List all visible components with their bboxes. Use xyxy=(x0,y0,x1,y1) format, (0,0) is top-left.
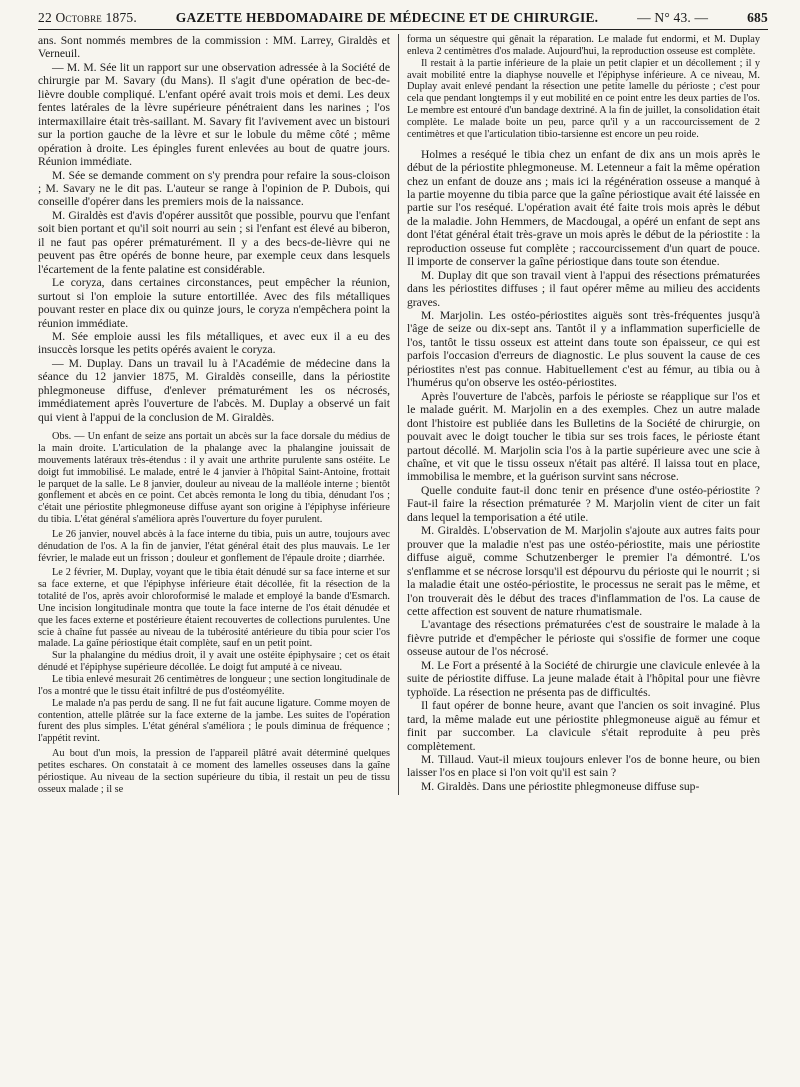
small-paragraph: Le tibia enlevé mesurait 26 centimètres de longueur ; une section longitudinale de l'os a montré que le tissu était infiltré de pus d'ostéomyélite. xyxy=(38,674,390,697)
small-paragraph: Le 26 janvier, nouvel abcès à la face interne du tibia, puis un autre, toujours avec dénudation de l'os. A la fin de janvier, l'état général était des plus mauvais. Le 1er février, le malade eut un frisson ; douleur et gonflement de l'épaule droite ; diarrhée. xyxy=(38,528,390,564)
paragraph: Le coryza, dans certaines circonstances, peut empêcher la réunion, surtout si l'on emploie la suture entortillée. Avec des fils métalliques pouvant rester en place dix ou quinze jours, le coryza n'empêchera point la réunion immédiate. xyxy=(38,276,390,330)
small-paragraph: Au bout d'un mois, la pression de l'appareil plâtré avait déterminé quelques petites eschares. On constatait à ce moment des lamelles osseuses dans la gaîne périostique. Au niveau de la section supérieure du tibia, il restait un peu de tissu osseux malade ; il se xyxy=(38,748,390,795)
paragraph: Quelle conduite faut-il donc tenir en présence d'une ostéo-périostite ? Faut-il faire la résection prématurée ? M. Marjolin vient de citer un fait dans lequel la temporisation a été utile. xyxy=(407,483,760,524)
paragraph: M. Tillaud. Vaut-il mieux toujours enlever l'os de bonne heure, ou bien laisser l'os en place si l'on voit qu'il est sain ? xyxy=(407,752,760,780)
paragraph: M. Le Fort a présenté à la Société de chirurgie une clavicule enlevée à la suite de périostite diffuse. La jeune malade était à l'hôpital pour une fièvre typhoïde. La résection ne présenta pas de difficultés. xyxy=(407,658,760,699)
paragraph: Après l'ouverture de l'abcès, parfois le périoste se réapplique sur l'os et le malade guérit. M. Marjolin en a des exemples. Chez un autre malade dont l'histoire est publiée dans les Bulletins de la Société de chirurgie, on pouvait avec le doigt toucher le tibia sur ses trois faces, le périoste étant partout décollé. M. Marjolin scia l'os à la partie supérieure avec une scie à chaîne, et vit que le tissu osseux n'était pas altéré. Il laissa tout en place, immobilisa le membre, et la guérison survint sans nécrose. xyxy=(407,389,760,484)
journal-title: GAZETTE HEBDOMADAIRE DE MÉDECINE ET DE CHIRURGIE. xyxy=(175,10,599,25)
two-column-body xyxy=(38,34,768,795)
small-paragraph: Le 2 février, M. Duplay, voyant que le tibia était dénudé sur sa face interne et sur sa face externe, et que l'épiphyse inférieure était décollée, fit la résection de la totalité de l'os, après avoir chloroformisé le malade et employé la bande d'Esmarch. Une incision longitudinale montra que toute la face interne de l'os était dénudée et que les faces externe et postérieure étaient recouvertes de collections purulentes. Une scie à chaîne fut passée au niveau de la tubérosité antérieure du tibia pour scier l'os malade. La gaîne périostique était complète, sauf en un petit point. xyxy=(38,567,390,650)
small-paragraph: Sur la phalangine du médius droit, il y avait une ostéite épiphysaire ; cet os était dénudé et l'épiphyse supérieure décollée. Le doigt fut amputé à ce niveau. xyxy=(38,650,390,674)
paragraph: — M. M. Sée lit un rapport sur une observation adressée à la Société de chirurgie par M. Savary (du Mans). Il s'agit d'une opération de bec-de-lièvre double compliqué. L'enfant opéré avait trois mois et demi. Les deux fentes latérales de la lèvre supérieure pénétraient dans les narines ; l'os intermaxillaire était très-saillant. M. Savary fit l'avivement avec un bistouri sur la portion gauche de la lèvre et sur le lobule du même côté ; même opération à droite. Les épingles furent enlevées au bout de quatre jours. Réunion immédiate. xyxy=(38,60,390,169)
paragraph: M. Giraldès. L'observation de M. Marjolin s'ajoute aux autres faits pour prouver que la maladie n'est pas une ostéo-périostite, mais une périostite diffuse aiguë, comme Schutzenberger le premier l'a démontré. L'os s'enflamme et se nécrose lorsqu'il est dépourvu du périoste qui le nourrit ; si la maladie était une ostéo-périostite, le processus ne serait pas le même, et l'on trouverait dès le début des traces d'inflammation de l'os. La cause de cette affection est souvent de nature rhumatismale. xyxy=(407,524,760,618)
paragraph: Il faut opérer de bonne heure, avant que l'ancien os soit invaginé. Plus tard, la même malade eut une périostite phlegmoneuse aiguë au fémur et finit par succomber. La clavicule s'était reproduite à peu près complètement. xyxy=(407,699,760,753)
issue-number: — N° 43. — xyxy=(637,10,709,25)
paragraph: Holmes a reséqué le tibia chez un enfant de dix ans un mois après le début de la périostite phlegmoneuse. M. Letenneur a fait la même opération chez un enfant de douze ans ; mais ici la régénération osseuse a manqué à la partie moyenne du tibia parce que la gaîne périostique avait été laissée en partie sur l'os reséqué. L'opération avait été faite trois mois après le début de la maladie. John Hemmers, de Macdougal, a opéré un enfant de sept ans dont l'état général était très-grave un mois après le début de la périostite : la reproduction osseuse fut complète ; raccourcissement d'un quart de pouce. Il importe de conserver la gaîne périostique dans toute son étendue. xyxy=(407,147,760,269)
paragraph: M. Duplay dit que son travail vient à l'appui des résections prématurées dans les périostites diffuses ; il faut opérer même au milieu des accidents graves. xyxy=(407,268,760,309)
paragraph: — M. Duplay. Dans un travail lu à l'Académie de médecine dans la séance du 12 janvier 1875, M. Giraldès conseille, dans la périostite phlegmoneuse diffuse, d'enlever prématurément les os nécrosés, immédiatement après l'ouverture de l'abcès. M. Duplay a observé un fait qui vient à l'appui de la conclusion de M. Giraldès. xyxy=(38,356,390,424)
paragraph: M. Marjolin. Les ostéo-périostites aiguës sont très-fréquentes jusqu'à l'âge de seize ou dix-sept ans. Tantôt il y a inflammation superficielle de l'os, tantôt le tissu osseux est atteint dans toute son épaisseur, ce qui est parfois l'occasion d'erreurs de diagnostic. Le plus souvent la cause de ces périostites n'est pas connue. Habituellement c'est au fémur, au tibia ou à l'humérus qu'on observe les ostéo-périostites. xyxy=(407,309,760,390)
page-number: 685 xyxy=(747,10,768,25)
right-column xyxy=(399,34,760,795)
paragraph: M. Sée emploie aussi les fils métalliques, et avec eux il a eu des insuccès lorsque les petits opérés avaient le coryza. xyxy=(38,329,390,357)
small-paragraph: Il restait à la partie inférieure de la plaie un petit clapier et un décollement ; il y avait mobilité entre la diaphyse nouvelle et l'épiphyse inférieure. A ce niveau, M. Duplay avait enlevé pendant la résection une petite lamelle du périoste ; c'est pour cela que pendant longtemps il y eut mobilité en ce point entre les deux parties de l'os. Le membre est entouré d'un bandage dextriné. A la fin de juillet, la consolidation était complète. Le malade boite un peu, parce qu'il y a un raccourcissement de 2 centimètres et que l'articulation tibio-tarsienne est encore un peu roide. xyxy=(407,57,760,140)
left-column xyxy=(38,34,399,795)
small-paragraph: Le malade n'a pas perdu de sang. Il ne fut fait aucune ligature. Comme moyen de contention, attelle plâtrée sur la face externe de la jambe. Les suites de l'opération furent des plus simples. L'état général s'améliora ; le pouls diminua de fréquence ; l'appétit revint. xyxy=(38,697,390,745)
paragraph: ans. Sont nommés membres de la commission : MM. Larrey, Giraldès et Verneuil. xyxy=(38,34,390,61)
small-paragraph: Obs. — Un enfant de seize ans portait un abcès sur la face dorsale du médius de la main droite. L'articulation de la phalange avec la phalangine jouissait de mouvements latéraux très-étendus : il y avait une arthrite purulente sans ostéite. Le doigt fut immobilisé. Le malade, entré le 4 janvier à l'hôpital Saint-Antoine, frottait le parquet de la salle. Le 8 janvier, douleur au niveau de la malléole interne ; bientôt gonflement et abcès en ce point. Cet abcès remonta le long du tibia, dénudant l'os ; c'était une périostite phlegmoneuse diffuse ayant son origine à l'épiphyse inférieure du tibia. L'état général s'améliora après l'ouverture du foyer purulent. xyxy=(38,431,390,526)
paragraph: M. Giraldès. Dans une périostite phlegmoneuse diffuse sup- xyxy=(421,779,700,793)
running-header xyxy=(38,10,768,30)
paragraph: M. Giraldès est d'avis d'opérer aussitôt que possible, pourvu que l'enfant soit bien portant et qu'il soit nourri au sein ; si l'enfant est élevé au biberon, il ne faut pas opérer prématurément. Il y a des becs-de-lièvre qui ne peuvent pas être opérés de bonne heure, par exemple ceux dans lesquels l'écartement de la fente palatine est considérable. xyxy=(38,208,390,276)
small-paragraph: forma un séquestre qui gênait la réparation. Le malade fut endormi, et M. Duplay enleva 2 centimètres d'os malade. Aujourd'hui, la reproduction osseuse est complète. xyxy=(407,34,760,57)
case-observation xyxy=(38,431,390,795)
paragraph: M. Sée se demande comment on s'y prendra pour refaire la sous-cloison ; M. Savary ne le dit pas. L'auteur se range à l'opinion de P. Dubois, qui conseille d'opérer dans les premiers mois de la naissance. xyxy=(38,168,390,209)
paragraph: L'avantage des résections prématurées c'est de soustraire le malade à la fièvre putride et d'empêcher le périoste qui s'ossifie de former une coque osseuse autour de l'os nécrosé. xyxy=(407,618,760,659)
issue-date: 22 Octobre 1875. xyxy=(38,10,137,25)
